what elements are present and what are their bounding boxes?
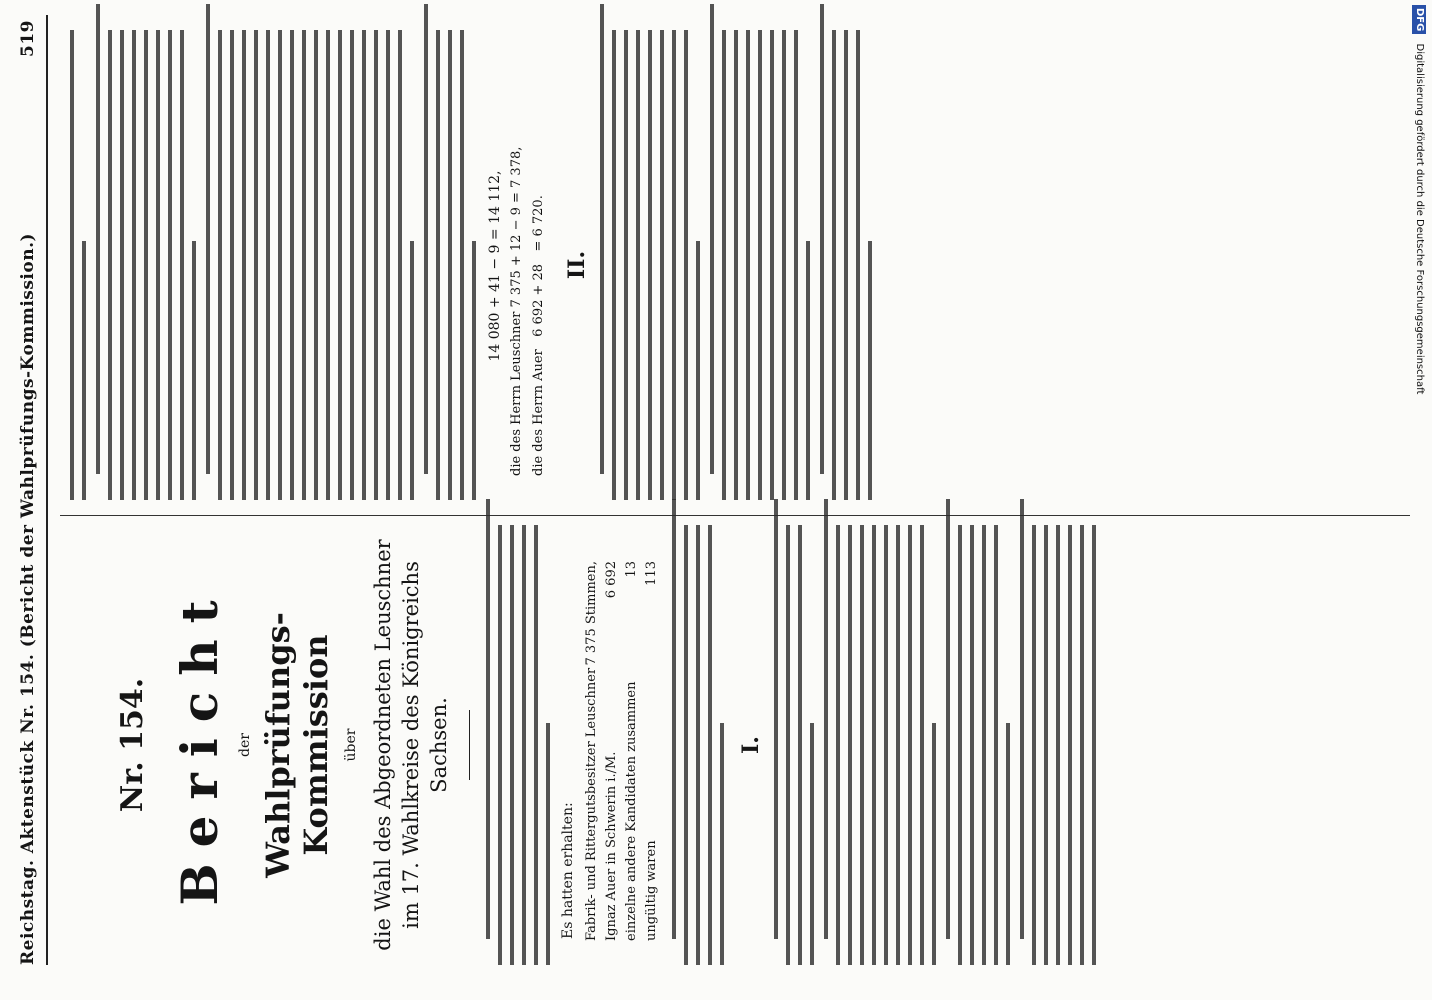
section-heading: II. <box>564 250 590 280</box>
illegible-paragraph <box>424 30 476 500</box>
illegible-paragraph <box>206 30 414 500</box>
illegible-paragraph <box>96 30 196 500</box>
right-column <box>60 30 880 500</box>
illegible-paragraph <box>70 30 86 500</box>
calc-line-total: 14 080 + 41 − 9 = 14 112, <box>487 170 503 362</box>
tally-intro: Es hatten erhalten: <box>560 802 576 939</box>
table-row: Ignaz Auer in Schwerin i./M. 6 692 <box>604 561 619 941</box>
illegible-paragraph <box>672 525 724 965</box>
column-divider <box>60 515 1410 516</box>
document-number: Nr. 154. <box>115 677 150 813</box>
illegible-paragraph <box>600 30 700 500</box>
illegible-paragraph <box>710 30 810 500</box>
calc-line-leuschner: die des Herrn Leuschner 7 375 + 12 − 9 = 7 378, <box>509 146 524 476</box>
title-ueber: über <box>343 728 359 762</box>
illegible-paragraph <box>946 525 1010 965</box>
document-title: Bericht <box>170 584 229 906</box>
illegible-paragraph <box>824 525 936 965</box>
table-row: Fabrik- und Rittergutsbesitzer Leuschner 7 375 Stimmen, <box>584 561 599 941</box>
running-header-title: Reichstag. Aktenstück Nr. 154. (Bericht der Wahlprüfungs-Kommission.) <box>18 232 38 965</box>
digitization-note <box>1408 5 1430 995</box>
page-number: 519 <box>18 20 38 57</box>
title-der: der <box>237 733 253 757</box>
commission-name: Wahlprüfungs-Kommission <box>259 612 335 878</box>
illegible-paragraph <box>486 525 550 965</box>
table-row: einzelne andere Kandidaten zusammen 13 <box>624 561 639 941</box>
section-heading: I. <box>738 736 764 754</box>
header-rule <box>46 15 48 965</box>
running-header <box>18 10 44 965</box>
digitization-text: Digitalisierung gefördert durch die Deutsche Forschungsgemeinschaft <box>1414 43 1425 395</box>
dfg-logo: DFG <box>1412 5 1426 34</box>
title-rule <box>469 710 470 780</box>
table-row: ungültig waren 113 <box>644 561 659 941</box>
report-subject: die Wahl des Abgeordneten Leuschner im 17. Wahlkreise des Königreichs Sachsen. <box>371 539 451 951</box>
vote-calculation <box>484 56 550 476</box>
illegible-paragraph <box>1020 525 1096 965</box>
illegible-paragraph <box>774 525 814 965</box>
vote-tally-table <box>582 525 662 941</box>
illegible-paragraph <box>820 30 872 500</box>
calc-line-auer: die des Herrn Auer 6 692 + 28 = 6 720. <box>531 195 546 476</box>
left-column <box>60 525 1104 965</box>
